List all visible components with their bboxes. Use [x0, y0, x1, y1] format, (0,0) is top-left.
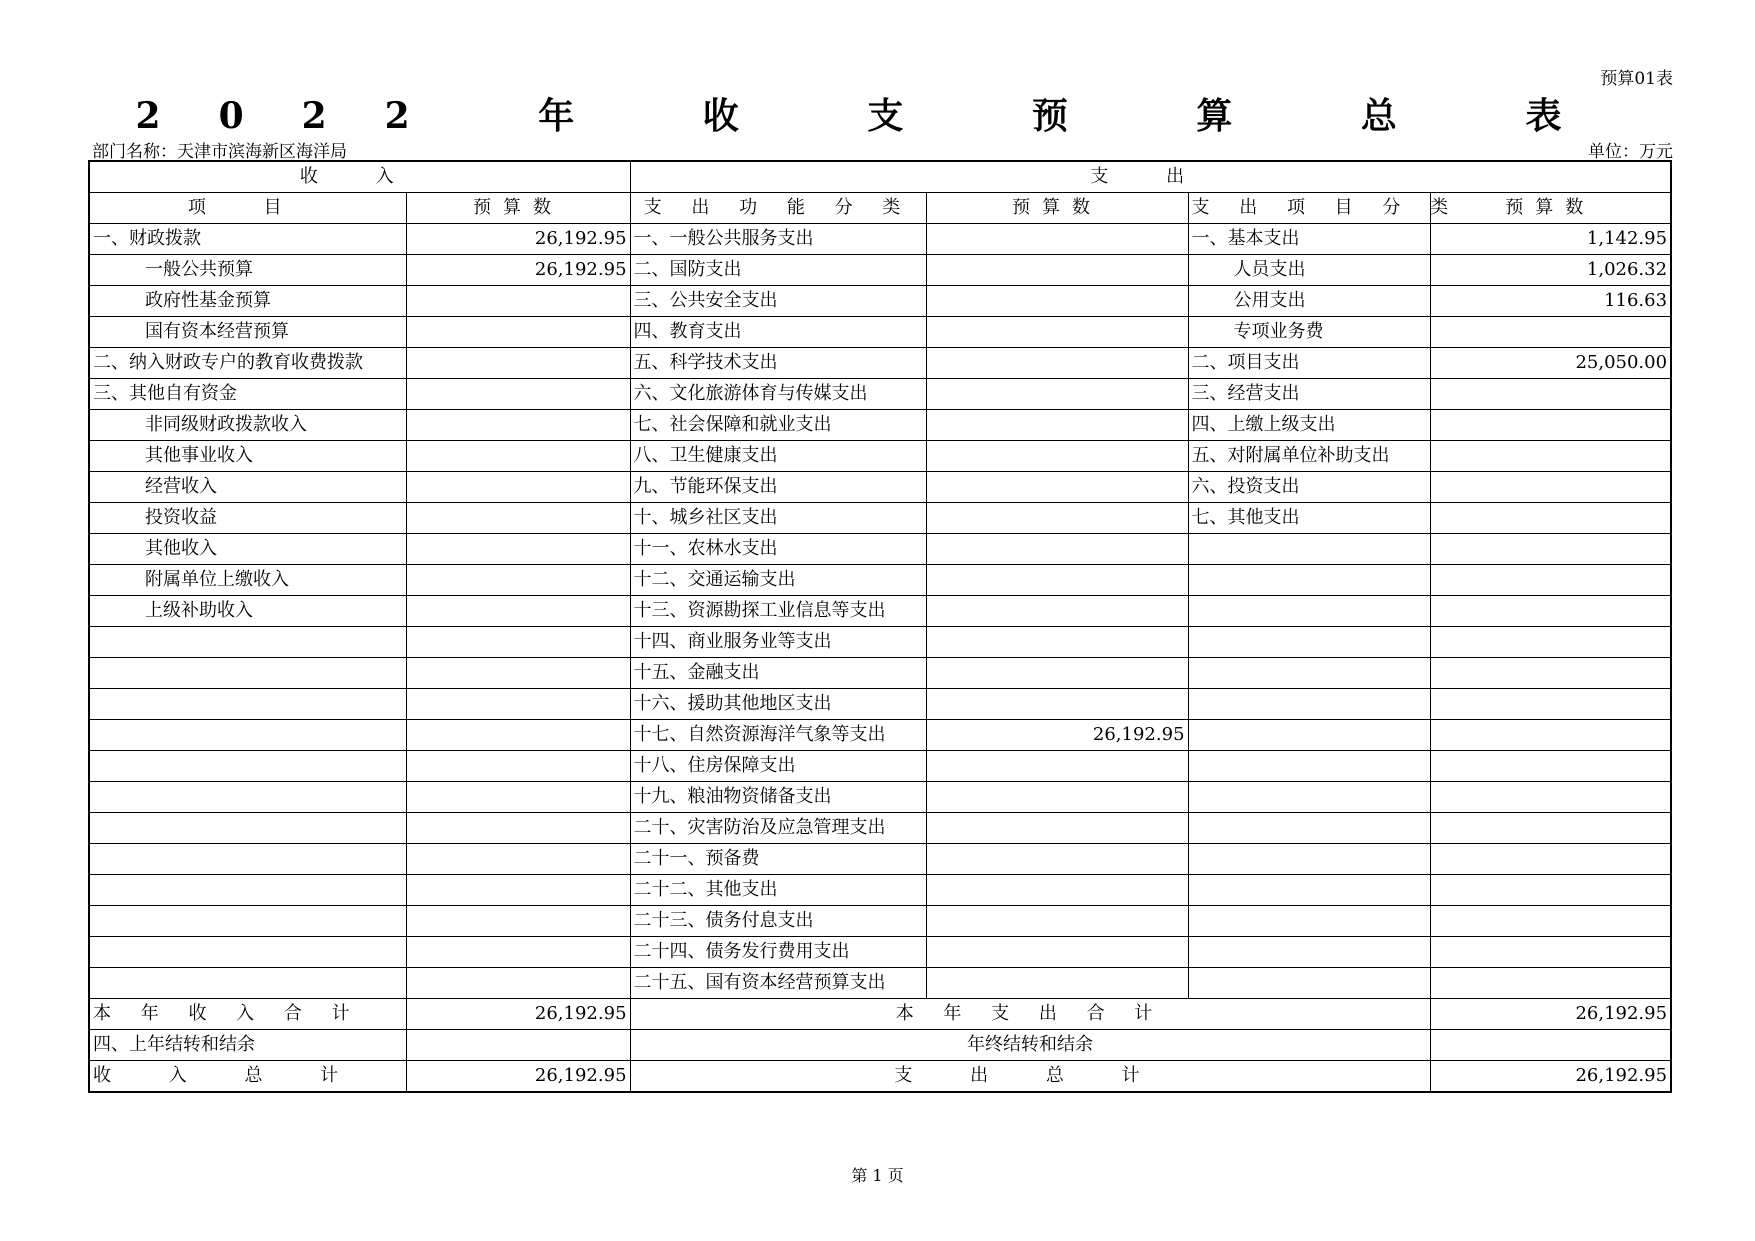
- year-income-total-label: 本 年 收 入 合 计: [89, 999, 406, 1030]
- table-row: [89, 751, 1671, 782]
- table-row: [89, 286, 1671, 317]
- table-row: [89, 658, 1671, 689]
- income-item-cell: [89, 937, 406, 968]
- table-row: [89, 720, 1671, 751]
- income-item-cell: [89, 813, 406, 844]
- income-budget-cell: [406, 596, 630, 627]
- expense-budget-cell: [1430, 844, 1671, 875]
- table-row: [89, 596, 1671, 627]
- expense-item-cell: 四、上缴上级支出: [1188, 410, 1430, 441]
- col-header-function-budget: 预算数: [926, 193, 1188, 224]
- income-budget-cell: [406, 410, 630, 441]
- income-budget-cell: [406, 875, 630, 906]
- income-item-cell: [89, 720, 406, 751]
- expense-item-cell: [1188, 720, 1430, 751]
- income-item-cell: 附属单位上缴收入: [89, 565, 406, 596]
- function-class-cell: 六、文化旅游体育与传媒支出: [630, 379, 926, 410]
- col-header-item: 项 目: [89, 193, 406, 224]
- year-income-total-value: 26,192.95: [406, 999, 630, 1030]
- table-row: [89, 844, 1671, 875]
- function-budget-cell: [926, 689, 1188, 720]
- function-budget-cell: [926, 937, 1188, 968]
- function-class-cell: 十三、资源勘探工业信息等支出: [630, 596, 926, 627]
- income-item-cell: [89, 658, 406, 689]
- function-class-cell: 十二、交通运输支出: [630, 565, 926, 596]
- expense-grand-total-label: 支 出 总 计: [630, 1061, 1430, 1093]
- table-row: [89, 534, 1671, 565]
- function-budget-cell: [926, 534, 1188, 565]
- year-end-carryover-label: 年终结转和结余: [630, 1030, 1430, 1061]
- page-number: 第 1 页: [851, 1166, 904, 1185]
- function-class-cell: 一、一般公共服务支出: [630, 224, 926, 255]
- page-title: 2022 年 收 支 预 算 总 表: [135, 95, 1620, 137]
- income-budget-cell: [406, 813, 630, 844]
- function-budget-cell: [926, 379, 1188, 410]
- function-budget-cell: [926, 348, 1188, 379]
- table-row: [89, 472, 1671, 503]
- expense-item-cell: [1188, 565, 1430, 596]
- income-budget-cell: 26,192.95: [406, 255, 630, 286]
- income-budget-cell: [406, 689, 630, 720]
- income-item-cell: 上级补助收入: [89, 596, 406, 627]
- function-class-cell: 十七、自然资源海洋气象等支出: [630, 720, 926, 751]
- function-budget-cell: [926, 224, 1188, 255]
- table-row: [89, 782, 1671, 813]
- function-budget-cell: [926, 410, 1188, 441]
- function-budget-cell: [926, 906, 1188, 937]
- function-class-cell: 二十五、国有资本经营预算支出: [630, 968, 926, 999]
- expense-budget-cell: [1430, 937, 1671, 968]
- function-class-cell: 七、社会保障和就业支出: [630, 410, 926, 441]
- table-row: [89, 937, 1671, 968]
- function-class-cell: 二十四、债务发行费用支出: [630, 937, 926, 968]
- function-class-cell: 二十一、预备费: [630, 844, 926, 875]
- function-class-cell: 十四、商业服务业等支出: [630, 627, 926, 658]
- expense-item-cell: [1188, 782, 1430, 813]
- income-budget-cell: [406, 286, 630, 317]
- expense-item-cell: [1188, 813, 1430, 844]
- function-class-cell: 十六、援助其他地区支出: [630, 689, 926, 720]
- income-item-cell: [89, 906, 406, 937]
- year-expense-total-value: 26,192.95: [1430, 999, 1671, 1030]
- income-budget-cell: [406, 782, 630, 813]
- expense-item-cell: [1188, 875, 1430, 906]
- table-row: [89, 565, 1671, 596]
- income-item-cell: 投资收益: [89, 503, 406, 534]
- income-budget-cell: [406, 720, 630, 751]
- function-class-cell: 三、公共安全支出: [630, 286, 926, 317]
- income-item-cell: [89, 782, 406, 813]
- income-budget-cell: [406, 751, 630, 782]
- income-budget-cell: [406, 937, 630, 968]
- table-row: [89, 627, 1671, 658]
- expense-item-cell: 五、对附属单位补助支出: [1188, 441, 1430, 472]
- income-item-cell: [89, 844, 406, 875]
- expense-item-cell: [1188, 627, 1430, 658]
- table-row: [89, 875, 1671, 906]
- income-budget-cell: [406, 317, 630, 348]
- function-budget-cell: [926, 255, 1188, 286]
- expense-item-cell: 六、投资支出: [1188, 472, 1430, 503]
- income-budget-cell: [406, 968, 630, 999]
- expense-item-cell: [1188, 751, 1430, 782]
- function-class-cell: 八、卫生健康支出: [630, 441, 926, 472]
- budget-summary-table: [88, 160, 1672, 1093]
- expense-budget-cell: 25,050.00: [1430, 348, 1671, 379]
- income-budget-cell: [406, 348, 630, 379]
- function-budget-cell: [926, 751, 1188, 782]
- income-budget-cell: 26,192.95: [406, 224, 630, 255]
- income-item-cell: [89, 627, 406, 658]
- income-item-cell: [89, 689, 406, 720]
- function-class-cell: 二、国防支出: [630, 255, 926, 286]
- expense-budget-cell: [1430, 813, 1671, 844]
- department-name: 部门名称：天津市滨海新区海洋局: [92, 142, 347, 162]
- expense-budget-cell: 1,142.95: [1430, 224, 1671, 255]
- function-budget-cell: [926, 503, 1188, 534]
- income-budget-cell: [406, 503, 630, 534]
- prior-year-carryover-value: [406, 1030, 630, 1061]
- expense-budget-cell: [1430, 503, 1671, 534]
- income-item-cell: 经营收入: [89, 472, 406, 503]
- expense-item-cell: [1188, 534, 1430, 565]
- expense-budget-cell: 1,026.32: [1430, 255, 1671, 286]
- totals-row: [89, 999, 1671, 1030]
- expense-item-cell: 人员支出: [1188, 255, 1430, 286]
- col-header-expense-budget: 预算数: [1430, 193, 1671, 224]
- function-budget-cell: [926, 782, 1188, 813]
- income-budget-cell: [406, 472, 630, 503]
- function-budget-cell: [926, 844, 1188, 875]
- expense-budget-cell: [1430, 782, 1671, 813]
- col-header-function: 支 出 功 能 分 类: [630, 193, 926, 224]
- col-header-expense-item: 支 出 项 目 分 类: [1188, 193, 1430, 224]
- income-item-cell: 一、财政拨款: [89, 224, 406, 255]
- table-row: [89, 813, 1671, 844]
- table-row: [89, 348, 1671, 379]
- income-item-cell: 国有资本经营预算: [89, 317, 406, 348]
- year-end-carryover-value: [1430, 1030, 1671, 1061]
- income-item-cell: 三、其他自有资金: [89, 379, 406, 410]
- income-budget-cell: [406, 906, 630, 937]
- function-class-cell: 十五、金融支出: [630, 658, 926, 689]
- table-row: [89, 379, 1671, 410]
- year-expense-total-label: 本 年 支 出 合 计: [630, 999, 1430, 1030]
- table-row: [89, 255, 1671, 286]
- function-budget-cell: [926, 813, 1188, 844]
- totals-row: [89, 1061, 1671, 1093]
- table-row: [89, 503, 1671, 534]
- function-class-cell: 十一、农林水支出: [630, 534, 926, 565]
- function-budget-cell: [926, 875, 1188, 906]
- expense-budget-cell: [1430, 565, 1671, 596]
- table-row: [89, 317, 1671, 348]
- income-item-cell: [89, 875, 406, 906]
- function-class-cell: 九、节能环保支出: [630, 472, 926, 503]
- function-budget-cell: 26,192.95: [926, 720, 1188, 751]
- function-class-cell: 二十、灾害防治及应急管理支出: [630, 813, 926, 844]
- expense-item-cell: 公用支出: [1188, 286, 1430, 317]
- income-item-cell: 其他事业收入: [89, 441, 406, 472]
- expense-budget-cell: [1430, 410, 1671, 441]
- income-item-cell: 其他收入: [89, 534, 406, 565]
- function-budget-cell: [926, 317, 1188, 348]
- table-row: [89, 968, 1671, 999]
- expense-budget-cell: [1430, 596, 1671, 627]
- table-row: [89, 410, 1671, 441]
- function-budget-cell: [926, 565, 1188, 596]
- function-budget-cell: [926, 441, 1188, 472]
- expense-budget-cell: [1430, 627, 1671, 658]
- expense-item-cell: 专项业务费: [1188, 317, 1430, 348]
- expense-budget-cell: [1430, 317, 1671, 348]
- column-header-row: [89, 193, 1671, 224]
- expense-budget-cell: [1430, 720, 1671, 751]
- function-budget-cell: [926, 627, 1188, 658]
- expense-budget-cell: [1430, 906, 1671, 937]
- table-row: [89, 441, 1671, 472]
- function-class-cell: 二十二、其他支出: [630, 875, 926, 906]
- function-class-cell: 四、教育支出: [630, 317, 926, 348]
- expense-item-cell: [1188, 658, 1430, 689]
- function-budget-cell: [926, 968, 1188, 999]
- expense-budget-cell: 116.63: [1430, 286, 1671, 317]
- form-number: 预算01表: [1600, 69, 1673, 89]
- expense-item-cell: 二、项目支出: [1188, 348, 1430, 379]
- income-budget-cell: [406, 844, 630, 875]
- expense-budget-cell: [1430, 534, 1671, 565]
- income-grand-total-label: 收 入 总 计: [89, 1061, 406, 1093]
- income-budget-cell: [406, 627, 630, 658]
- income-budget-cell: [406, 658, 630, 689]
- expense-budget-cell: [1430, 689, 1671, 720]
- income-item-cell: [89, 968, 406, 999]
- income-grand-total-value: 26,192.95: [406, 1061, 630, 1093]
- function-budget-cell: [926, 472, 1188, 503]
- function-class-cell: 二十三、债务付息支出: [630, 906, 926, 937]
- expense-item-cell: [1188, 689, 1430, 720]
- expense-budget-cell: [1430, 875, 1671, 906]
- col-header-income-budget: 预算数: [406, 193, 630, 224]
- function-budget-cell: [926, 658, 1188, 689]
- expense-header: 支 出: [630, 161, 1671, 193]
- expense-item-cell: 三、经营支出: [1188, 379, 1430, 410]
- table-row: [89, 689, 1671, 720]
- income-header: 收 入: [89, 161, 630, 193]
- income-item-cell: [89, 751, 406, 782]
- expense-budget-cell: [1430, 658, 1671, 689]
- income-item-cell: 政府性基金预算: [89, 286, 406, 317]
- expense-budget-cell: [1430, 379, 1671, 410]
- expense-budget-cell: [1430, 472, 1671, 503]
- function-class-cell: 十八、住房保障支出: [630, 751, 926, 782]
- expense-budget-cell: [1430, 751, 1671, 782]
- expense-item-cell: [1188, 844, 1430, 875]
- function-class-cell: 十、城乡社区支出: [630, 503, 926, 534]
- section-header-row: [89, 161, 1671, 193]
- function-class-cell: 十九、粮油物资储备支出: [630, 782, 926, 813]
- expense-item-cell: [1188, 596, 1430, 627]
- function-budget-cell: [926, 286, 1188, 317]
- expense-item-cell: [1188, 968, 1430, 999]
- income-budget-cell: [406, 441, 630, 472]
- function-class-cell: 五、科学技术支出: [630, 348, 926, 379]
- income-item-cell: 二、纳入财政专户的教育收费拨款: [89, 348, 406, 379]
- income-budget-cell: [406, 534, 630, 565]
- expense-budget-cell: [1430, 968, 1671, 999]
- totals-row: [89, 1030, 1671, 1061]
- prior-year-carryover-label: 四、上年结转和结余: [89, 1030, 406, 1061]
- unit-label: 单位：万元: [1588, 142, 1673, 162]
- table-row: [89, 906, 1671, 937]
- function-budget-cell: [926, 596, 1188, 627]
- expense-item-cell: [1188, 937, 1430, 968]
- expense-item-cell: 七、其他支出: [1188, 503, 1430, 534]
- expense-grand-total-value: 26,192.95: [1430, 1061, 1671, 1093]
- income-budget-cell: [406, 379, 630, 410]
- table-row: [89, 224, 1671, 255]
- income-item-cell: 一般公共预算: [89, 255, 406, 286]
- income-item-cell: 非同级财政拨款收入: [89, 410, 406, 441]
- income-budget-cell: [406, 565, 630, 596]
- expense-budget-cell: [1430, 441, 1671, 472]
- expense-item-cell: [1188, 906, 1430, 937]
- expense-item-cell: 一、基本支出: [1188, 224, 1430, 255]
